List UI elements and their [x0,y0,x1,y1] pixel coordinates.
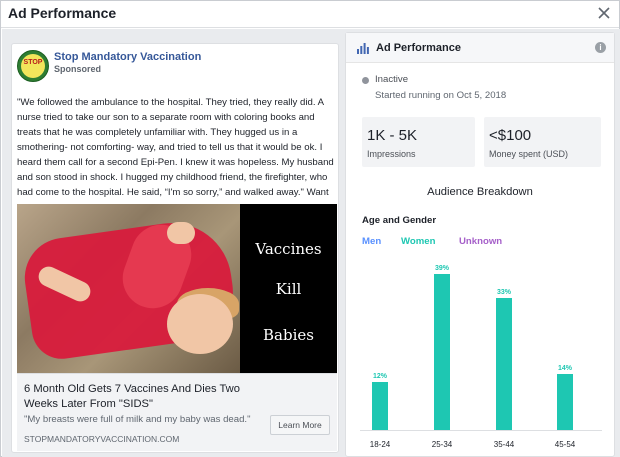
x-tick-label: 25-34 [431,440,453,449]
sponsored-label: Sponsored [54,64,102,74]
image-word-kill: Kill [275,280,302,298]
bar-18-24[interactable] [372,382,388,430]
image-word-babies: Babies [263,326,314,344]
x-tick-label: 18-24 [369,440,391,449]
page-avatar[interactable] [17,50,49,82]
image-text-panel [240,204,337,373]
avatar-logo-text: STOP [23,59,43,66]
post-text: "We followed the ambulance to the hospital. They tried, they really did. A nurse tried to take our son to a separate room with coloring books and treats that he was completely unfamiliar with. They hugged us in a smothering- not comforting- way, and tried to tell us that it would be ok. I heard them call for a second Epi-Pen. I knew it was hopeless. My husband and son stood in shock. I hugged my childhood friend, the firefighter, who had come to the hospital. He said, “I'm so sorry,” and walked away." Want [17,97,334,198]
impressions-value: 1K - 5K [367,127,418,144]
link-preview[interactable] [17,373,337,451]
info-icon[interactable]: i [595,42,606,53]
close-icon[interactable] [595,4,613,22]
bar-35-44[interactable] [496,298,512,430]
status-text: Inactive [375,74,409,85]
bar-45-54[interactable] [557,374,573,430]
bar-value-label: 14% [557,365,573,372]
bar-chart-icon [357,43,369,54]
spent-value: <$100 [489,127,532,144]
image-word-vaccines: Vaccines [255,240,322,258]
legend-women[interactable]: Women [401,236,436,247]
legend-unknown[interactable]: Unknown [459,236,503,247]
ad-image[interactable] [17,204,337,373]
bar-value-label: 33% [496,289,512,296]
x-tick-label: 35-44 [493,440,515,449]
link-title[interactable]: 6 Month Old Gets 7 Vaccines And Dies Two Weeks Later From "SIDS" [24,383,240,410]
panel-header [346,33,614,63]
page-name-link[interactable]: Stop Mandatory Vaccination [54,51,202,63]
audience-breakdown-title: Audience Breakdown [427,186,533,198]
link-description: "My breasts were full of milk and my baby was dead." [24,414,251,425]
x-tick-label: 45-54 [554,440,576,449]
age-gender-label: Age and Gender [362,215,437,226]
dialog-titlebar [1,1,619,28]
spent-label: Money spent (USD) [489,149,569,159]
performance-panel [345,32,615,457]
age-gender-chart [346,248,614,456]
panel-title: Ad Performance [376,42,461,54]
bar-value-label: 39% [434,265,450,272]
learn-more-button[interactable]: Learn More [270,415,330,435]
baby-photo [17,204,240,373]
ad-post-card [11,43,339,453]
link-domain: STOPMANDATORYVACCINATION.COM [24,434,180,444]
status-dot-icon [362,77,369,84]
impressions-label: Impressions [367,149,416,159]
dialog-content [2,29,620,457]
started-date: Started running on Oct 5, 2018 [375,90,507,101]
dialog-title: Ad Performance [8,5,117,21]
bar-value-label: 12% [372,373,388,380]
legend-men[interactable]: Men [362,236,382,247]
impressions-box [362,117,475,167]
spent-box [484,117,601,167]
bar-25-34[interactable] [434,274,450,430]
